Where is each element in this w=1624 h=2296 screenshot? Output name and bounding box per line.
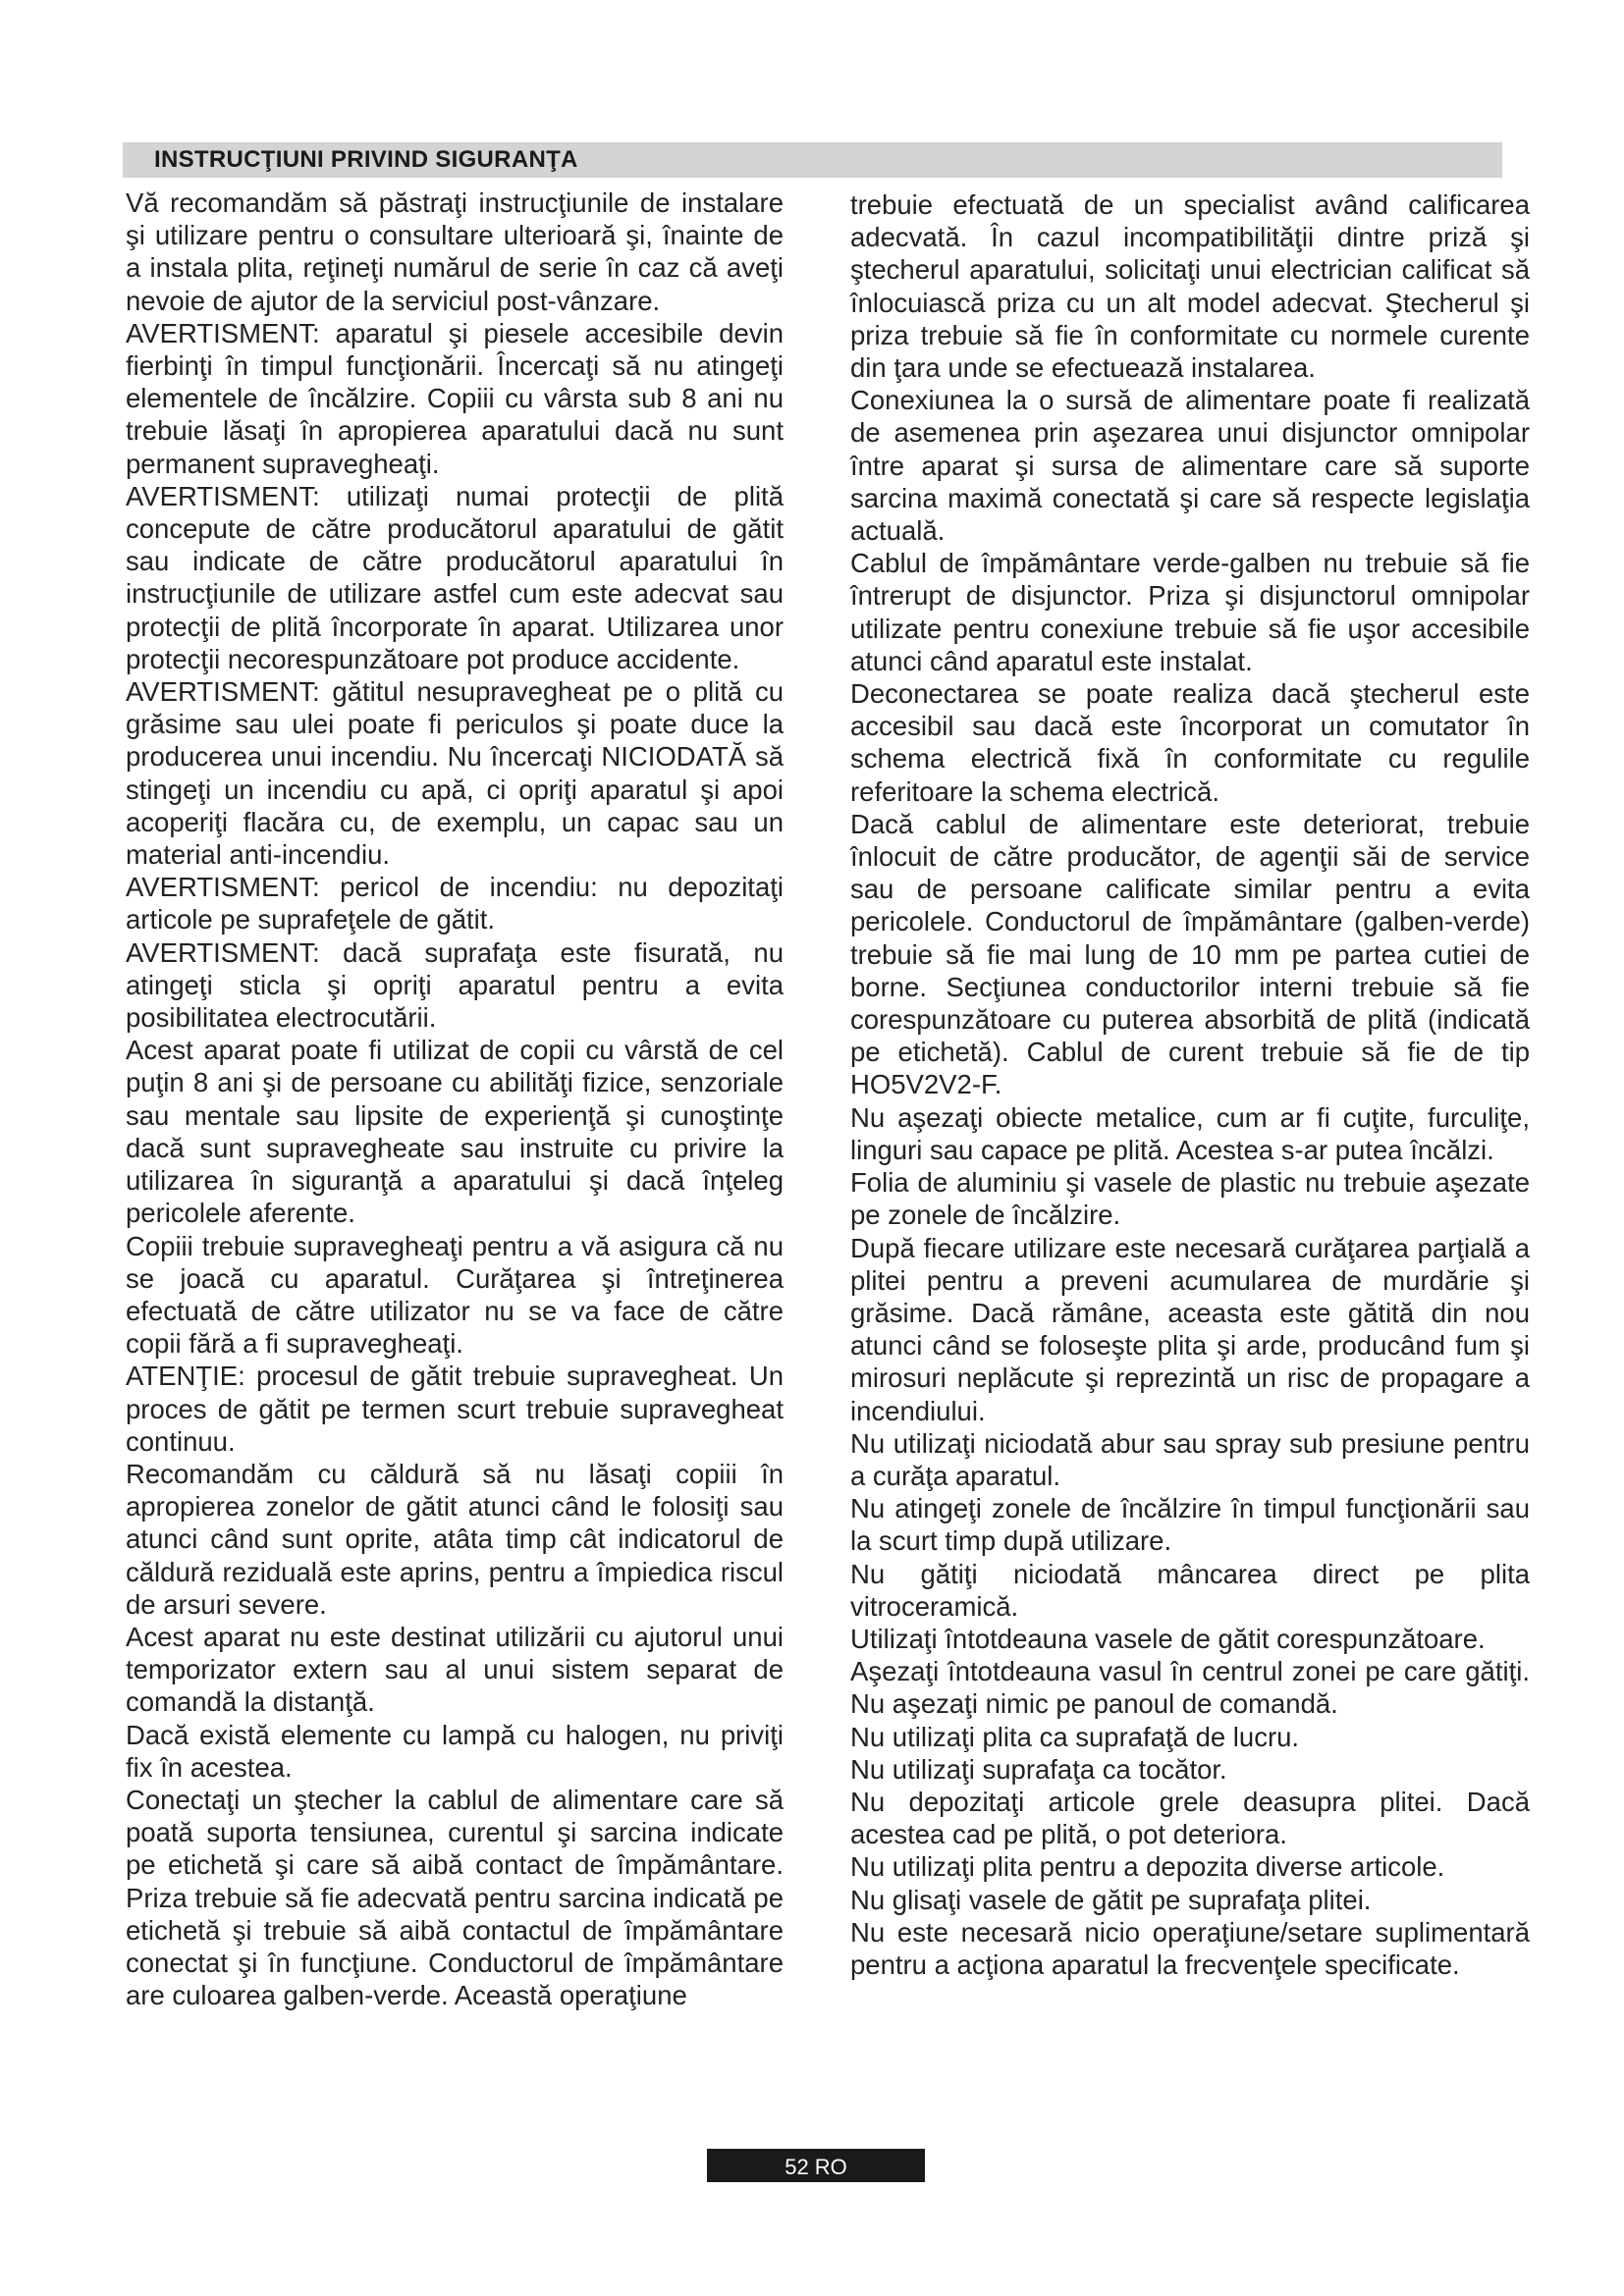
paragraph: Deconectarea se poate realiza dacă ştecherul este accesibil sau dacă este încorporat un comutator în schema electrică fixă în conformitate cu regulile referitoare la schema electrică. — [850, 678, 1530, 807]
page-number: 52 RO — [785, 2155, 847, 2179]
paragraph: Cablul de împământare verde-galben nu trebuie să fie întrerupt de disjunctor. Priza şi disjunctorul omnipolar utilizate pentru conexiune trebuie să fie uşor accesibile atunci când aparatul este instalat. — [850, 548, 1530, 676]
paragraph: AVERTISMENT: utilizaţi numai protecţii de plită concepute de către producătorul aparatului de gătit sau indicate de către producătorul aparatului în instrucţiunile de utilizare astfel cum este adecvat sau protecţii de plită încorporate în aparat. Utilizarea unor protecţii necorespunzătoare pot produce accidente. — [126, 480, 784, 674]
paragraph: Copiii trebuie supravegheaţi pentru a vă asigura că nu se joacă cu aparatul. Curăţarea şi întreţinerea efectuată de către utilizator nu se va face de către copii fără a fi supravegheaţi. — [126, 1230, 784, 1360]
paragraph: AVERTISMENT: dacă suprafaţa este fisurată, nu atingeţi sticla şi opriţi aparatul pentru a evita posibilitatea electrocutării. — [126, 936, 784, 1034]
paragraph: Conectaţi un ştecher la cablul de alimentare care să poată suporta tensiunea, curentul şi sarcina indicate pe etichetă şi care să aibă contact de împământare. Priza trebuie să fie adecvată pentru sarcina indicată pe etichetă şi trebuie să aibă contactul de împământare conectat şi în funcţiune. Conductorul de împământare are culoarea galben-verde. Această operaţiune — [126, 1784, 784, 2011]
page-number-badge — [707, 2149, 925, 2182]
paragraph: Nu aşezaţi obiecte metalice, cum ar fi cuţite, furculiţe, linguri sau capace pe plită. Acestea s-ar putea încălzi. — [850, 1101, 1530, 1165]
paragraph: Vă recomandăm să păstraţi instrucţiunile de instalare şi utilizare pentru o consultare ulterioară şi, înainte de a instala plita, reţineţi numărul de serie în caz că aveţi nevoie de ajutor de la serviciul post-vânzare. — [126, 187, 784, 316]
paragraph: Nu utilizaţi niciodată abur sau spray sub presiune pentru a curăţa aparatul. — [850, 1427, 1530, 1491]
paragraph: AVERTISMENT: aparatul şi piesele accesibile devin fierbinţi în timpul funcţionării. Încercaţi să nu atingeţi elementele de încălzire. Copiii cu vârsta sub 8 ani nu trebuie lăsaţi în apropierea aparatului dacă nu sunt permanent supravegheaţi. — [126, 317, 784, 479]
paragraph: Conexiunea la o sursă de alimentare poate fi realizată de asemenea prin aşezarea unui disjunctor omnipolar între aparat şi sursa de alimentare care să suporte sarcina maximă conectată şi care să respecte legislaţia actuală. — [850, 385, 1530, 547]
paragraph: Nu glisaţi vasele de gătit pe suprafaţa plitei. — [850, 1884, 1372, 1915]
paragraph: Nu este necesară nicio operaţiune/setare suplimentară pentru a acţiona aparatul la frecvenţele specificate. — [850, 1916, 1530, 1980]
paragraph: Nu atingeţi zonele de încălzire în timpul funcţionării sau la scurt timp după utilizare. — [850, 1493, 1530, 1557]
section-title: INSTRUCŢIUNI PRIVIND SIGURANŢA — [154, 146, 578, 173]
paragraph: Dacă există elemente cu lampă cu halogen, nu priviţi fix în acestea. — [126, 1719, 784, 1783]
paragraph: După fiecare utilizare este necesară curăţarea parţială a plitei pentru a preveni acumularea de murdărie şi grăsime. Dacă rămâne, aceasta este gătită din nou atunci când se foloseşte plita şi arde, producând fum şi mirosuri neplăcute şi reprezintă un risc de propagare a incendiului. — [850, 1232, 1530, 1426]
right-column — [850, 188, 1530, 1981]
paragraph: Recomandăm cu căldură să nu lăsaţi copiii în apropierea zonelor de gătit atunci când le folosiţi sau atunci când sunt oprite, atâta timp cât indicatorul de căldură reziduală este aprins, pentru a împiedica riscul de arsuri severe. — [126, 1458, 784, 1620]
paragraph: AVERTISMENT: pericol de incendiu: nu depozitaţi articole pe suprafeţele de gătit. — [126, 872, 784, 935]
section-header-bar — [123, 142, 1502, 178]
paragraph: Nu gătiţi niciodată mâncarea direct pe plita vitroceramică. — [850, 1558, 1530, 1622]
paragraph: Folia de aluminiu şi vasele de plastic nu trebuie aşezate pe zonele de încălzire. — [850, 1167, 1530, 1231]
paragraph: trebuie efectuată de un specialist având calificarea adecvată. În cazul incompatibilităţii dintre priză şi ştecherul aparatului, solicitaţi unui electrician calificat să înlocuiască priza cu un alt model adecvat. Ştecherul şi priza trebuie să fie în conformitate cu normele curente din ţara unde se efectuează instalarea. — [850, 189, 1530, 384]
paragraph: Nu depozitaţi articole grele deasupra plitei. Dacă acestea cad pe plită, o pot deteriora. — [850, 1786, 1530, 1850]
paragraph: Nu utilizaţi suprafaţa ca tocător. — [850, 1753, 1227, 1785]
paragraph: AVERTISMENT: gătitul nesupravegheat pe o plită cu grăsime sau ulei poate fi periculos şi poate duce la producerea unui incendiu. Nu încercaţi NICIODATĂ să stingeţi un incendiu cu apă, ci opriţi aparatul şi apoi acoperiţi flacăra cu, de exemplu, un capac sau un material anti-incendiu. — [126, 676, 784, 871]
left-column — [126, 187, 784, 2011]
paragraph: Aşezaţi întotdeauna vasul în centrul zonei pe care gătiţi. Nu aşezaţi nimic pe panoul de comandă. — [850, 1656, 1530, 1720]
paragraph: Dacă cablul de alimentare este deteriorat, trebuie înlocuit de către producător, de agenţii săi de service sau de persoane calificate similar pentru a evita pericolele. Conductorul de împământare (galben-verde) trebuie să fie mai lung de 10 mm pe partea cutiei de borne. Secţiunea conductorilor interni trebuie să fie corespunzătoare cu puterea absorbită de plită (indicată pe etichetă). Cablul de curent trebuie să fie de tip HO5V2V2-F. — [850, 808, 1530, 1100]
paragraph: Acest aparat poate fi utilizat de copii cu vârstă de cel puţin 8 ani şi de persoane cu abilităţi fizice, senzoriale sau mentale sau lipsite de experienţă şi cunoştinţe dacă sunt supravegheate sau instruite cu privire la utilizarea în siguranţă a aparatului şi dacă înţeleg pericolele aferente. — [126, 1035, 784, 1229]
paragraph: Nu utilizaţi plita ca suprafaţă de lucru. — [850, 1721, 1300, 1752]
paragraph: Acest aparat nu este destinat utilizării cu ajutorul unui temporizator extern sau al unui sistem separat de comandă la distanţă. — [126, 1621, 784, 1718]
paragraph: Utilizaţi întotdeauna vasele de gătit corespunzătoare. — [850, 1623, 1486, 1654]
paragraph: Nu utilizaţi plita pentru a depozita diverse articole. — [850, 1851, 1445, 1883]
paragraph: ATENŢIE: procesul de gătit trebuie supravegheat. Un proces de gătit pe termen scurt trebuie supravegheat continuu. — [126, 1361, 784, 1457]
